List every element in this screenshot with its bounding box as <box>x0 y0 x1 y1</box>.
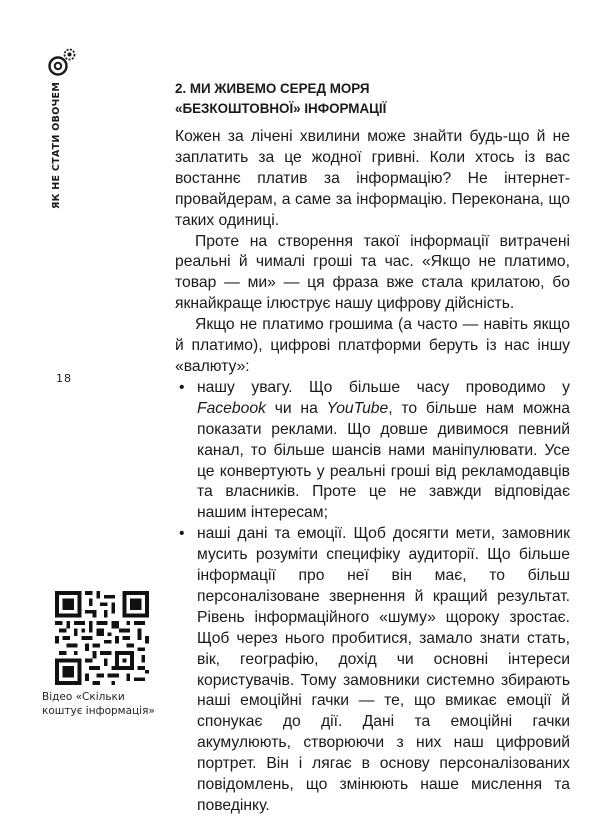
section-heading-line-1: 2. МИ ЖИВЕМО СЕРЕД МОРЯ <box>175 81 370 96</box>
qr-code-icon <box>55 591 149 685</box>
facebook-mention: Facebook <box>197 399 266 417</box>
bullet-text: , то більше нам можна показати реклами. Що довше дивимося певний канал, то більше шансів нами маніпулювати. Усе це конвертують у реальні гроші від рекламодавців та власників. Проте це не завжди відповідає нашим інтересам; <box>197 399 570 522</box>
paragraph: Якщо не платимо грошима (а часто — навіть якщо й платимо), цифрові платформи беруть із нас іншу «валюту»: <box>175 316 570 375</box>
list-item <box>197 524 570 817</box>
bullet-text: нашу увагу. Що більше часу проводимо у <box>197 378 570 396</box>
qr-caption: Відео «Скільки коштує інформація» <box>42 691 155 717</box>
bullet-list <box>175 378 570 817</box>
list-item <box>197 378 570 524</box>
paragraph: Проте на створення такої інформації витрачені реальні й чималі гроші та час. «Якщо не платимо, товар — ми» — ця фраза вже стала крилатою, бо якнайкраще ілюструє нашу цифрову дійсність. <box>175 232 570 313</box>
main-content <box>175 79 570 817</box>
youtube-mention: YouTube <box>326 399 389 417</box>
running-book-title: ЯК НЕ СТАТИ ОВОЧЕМ <box>51 82 62 210</box>
paragraph: Кожен за лічені хвилини може знайти будь-що й не заплатить за це жодної гривні. Коли хтось із вас востаннє платив за інформацію? Не інтернет-провайдерам, а саме за інформацію. Переконана, що таких одиниці. <box>175 128 570 229</box>
body-text <box>175 127 570 817</box>
section-heading <box>175 79 570 119</box>
bullet-text: наші дані та емоції. Щоб досягти мети, замовник мусить розуміти специфіку аудиторії. Що більше інформації про неї він має, то більш персоналізоване звернення й кращий результат. Рівень інформаційного «шуму» щороку зростає. Щоб через нього пробитися, замало знати стать, вік, географію, дохід чи основні інтереси користувачів. Тому замовники системно збирають наші емоційні гачки — те, що вмикає емоції й спонукає до дії. Дані та емоційні гачки акумулюють, створюючи з них наш цифровий портрет. Він і лягає в основу персоналізованих повідомлень, що змінюють наше мислення та поведінку. <box>197 525 570 814</box>
section-heading-line-2: «БЕЗКОШТОВНОЇ» ІНФОРМАЦІЇ <box>175 101 387 116</box>
bullet-text: чи на <box>265 399 327 417</box>
page-number: 18 <box>56 372 72 385</box>
book-series-logo-icon <box>47 47 77 77</box>
